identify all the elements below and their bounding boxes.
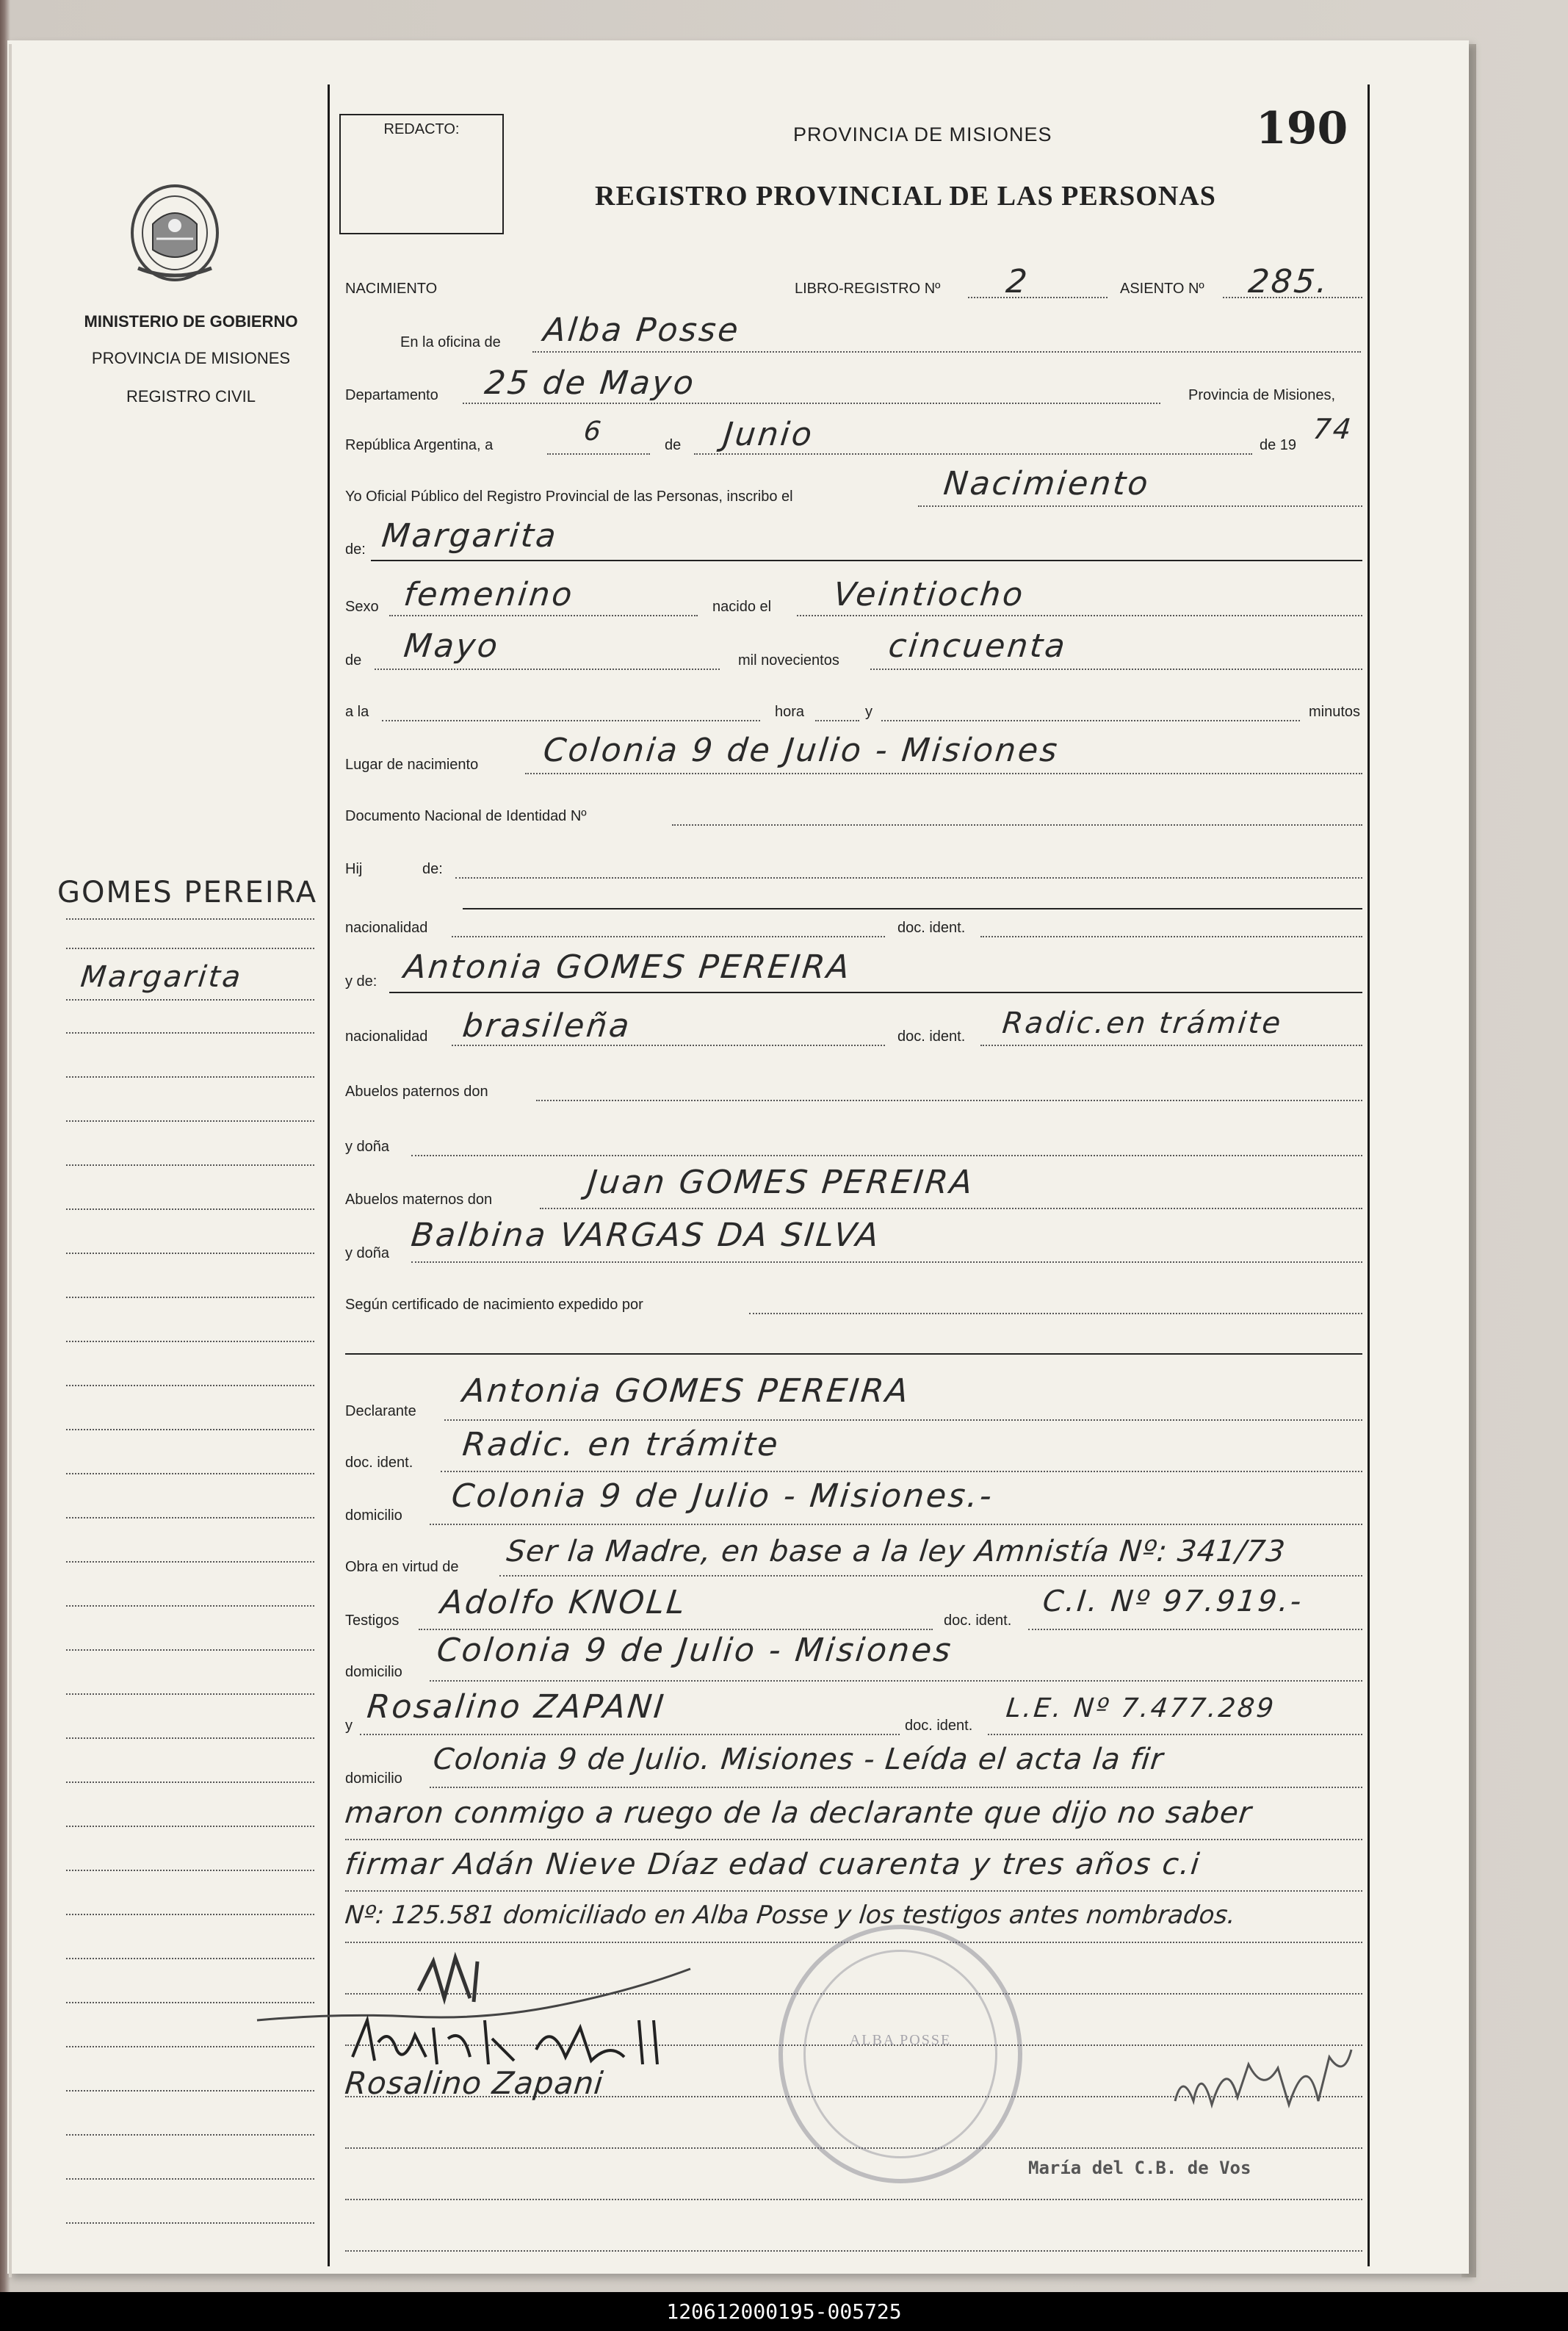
y-de-label: y de: xyxy=(345,973,377,990)
acto-value: Nacimiento xyxy=(942,465,1152,502)
province-label: PROVINCIA DE MISIONES xyxy=(91,349,291,367)
lugar-label: Lugar de nacimiento xyxy=(345,757,479,773)
ab-pat-label: Abuelos paternos don xyxy=(345,1084,488,1100)
hora-label: hora xyxy=(775,704,805,720)
testigo1-doc-value: C.I. Nº 97.919.- xyxy=(1041,1585,1305,1618)
coat-of-arms-icon xyxy=(123,180,226,287)
doc-ident-label-5: doc. ident. xyxy=(905,1718,973,1734)
mil-label: mil novecientos xyxy=(738,652,839,669)
declarante-doc-value: Radic. en trámite xyxy=(460,1426,782,1463)
declarante-dom-value: Colonia 9 de Julio - Misiones.- xyxy=(449,1477,996,1515)
fecha-dia: 6 xyxy=(582,417,605,447)
nacido-label: nacido el xyxy=(712,599,772,615)
right-column-rule xyxy=(1368,84,1370,2266)
cont-line-2: firmar Adán Nieve Díaz edad cuarenta y tres años c.i xyxy=(343,1848,1202,1881)
nacionalidad-label-1: nacionalidad xyxy=(345,920,428,936)
sexo-label: Sexo xyxy=(345,599,379,615)
registry-label: REGISTRO CIVIL xyxy=(126,387,256,406)
testigo2-value: Rosalino ZAPANI xyxy=(365,1688,668,1726)
certificado-label: Según certificado de nacimiento expedido por xyxy=(345,1297,643,1313)
y-dona-label-1: y doña xyxy=(345,1139,390,1155)
left-column-rule xyxy=(328,84,330,2266)
signature-zapani: Rosalino Zapani xyxy=(343,2065,606,2101)
official-stamp-name: María del C.B. de Vos xyxy=(1028,2158,1251,2178)
nacimiento-label: NACIMIENTO xyxy=(345,281,438,297)
declarante-label: Declarante xyxy=(345,1403,416,1419)
doc-ident-label-2: doc. ident. xyxy=(897,1028,966,1045)
signature-official xyxy=(1168,2035,1359,2123)
de-19-label: de 19 xyxy=(1260,437,1297,453)
departamento-label: Departamento xyxy=(345,387,438,403)
registry-seal xyxy=(778,1925,1022,2183)
ab-mat-dona-value: Balbina VARGAS DA SILVA xyxy=(409,1217,883,1254)
registry-title: REGISTRO PROVINCIAL DE LAS PERSONAS xyxy=(595,181,1216,212)
margin-given-name: Margarita xyxy=(79,960,245,994)
a-la-label: a la xyxy=(345,704,369,720)
doc-madre-value: Radic.en trámite xyxy=(1000,1006,1285,1040)
oficina-label: En la oficina de xyxy=(400,334,501,350)
y-dona-label-2: y doña xyxy=(345,1245,390,1261)
nacionalidad-label-2: nacionalidad xyxy=(345,1028,428,1045)
oficina-value: Alba Posse xyxy=(541,311,743,349)
provincia-misiones-label: Provincia de Misiones, xyxy=(1188,387,1336,403)
ab-mat-don-value: Juan GOMES PEREIRA xyxy=(585,1164,977,1201)
y-label: y xyxy=(865,704,872,720)
binding-line xyxy=(9,44,12,2277)
ministry-label: MINISTERIO DE GOBIERNO xyxy=(84,312,298,331)
departamento-value: 25 de Mayo xyxy=(483,364,698,402)
anio-nac-value: cincuenta xyxy=(886,627,1069,665)
cont-line-3: Nº: 125.581 domiciliado en Alba Posse y los testigos antes nombrados. xyxy=(343,1901,1238,1930)
header-province: PROVINCIA DE MISIONES xyxy=(793,123,1052,145)
de-label-3: de xyxy=(345,652,362,669)
hij-label: Hij xyxy=(345,861,363,877)
oficial-text: Yo Oficial Público del Registro Provincial de las Personas, inscribo el xyxy=(345,489,793,505)
domicilio-label-1: domicilio xyxy=(345,1507,402,1524)
testigo1-dom-value: Colonia 9 de Julio - Misiones xyxy=(435,1632,955,1669)
de-label-2: de: xyxy=(345,541,366,558)
madre-value: Antonia GOMES PEREIRA xyxy=(402,948,853,986)
doc-ident-label-3: doc. ident. xyxy=(345,1455,413,1471)
domicilio-label-2: domicilio xyxy=(345,1664,402,1680)
nacido-value: Veintiocho xyxy=(831,576,1027,613)
cont-line-1: maron conmigo a ruego de la declarante que dijo no saber xyxy=(343,1796,1254,1830)
domicilio-label-3: domicilio xyxy=(345,1770,402,1787)
margin-surname: GOMES PEREIRA xyxy=(57,876,318,909)
mes-nac-value: Mayo xyxy=(402,627,502,665)
doc-ident-label-4: doc. ident. xyxy=(944,1613,1012,1629)
asiento-label: ASIENTO Nº xyxy=(1120,281,1204,297)
seal-text: ALBA POSSE xyxy=(849,2032,952,2048)
y-label-2: y xyxy=(345,1718,353,1734)
de-label-4: de: xyxy=(422,861,443,877)
testigo2-doc-value: L.E. Nº 7.477.289 xyxy=(1004,1693,1277,1723)
declarante-value: Antonia GOMES PEREIRA xyxy=(460,1372,912,1410)
obra-value: Ser la Madre, en base a la ley Amnistía Nº: 341/73 xyxy=(505,1535,1287,1568)
document-id-footer: 120612000195-005725 xyxy=(0,2292,1568,2331)
nac-madre-value: brasileña xyxy=(460,1007,634,1045)
ab-mat-label: Abuelos maternos don xyxy=(345,1192,493,1208)
testigo1-value: Adolfo KNOLL xyxy=(438,1584,689,1621)
obra-label: Obra en virtud de xyxy=(345,1559,459,1575)
nombre-value: Margarita xyxy=(380,517,560,555)
document-page xyxy=(7,40,1469,2274)
sexo-value: femenino xyxy=(402,576,577,613)
dni-label: Documento Nacional de Identidad Nº xyxy=(345,808,587,824)
testigos-label: Testigos xyxy=(345,1613,400,1629)
doc-ident-label-1: doc. ident. xyxy=(897,920,966,936)
libro-value: 2 xyxy=(1004,263,1031,300)
lugar-value: Colonia 9 de Julio - Misiones xyxy=(541,732,1061,769)
de-label-1: de xyxy=(665,437,682,453)
page-number: 190 xyxy=(1256,103,1348,154)
asiento-value: 285. xyxy=(1246,263,1332,300)
fecha-mes: Junio xyxy=(721,416,816,453)
redacto-box xyxy=(339,114,504,234)
redacto-label: REDACTO: xyxy=(383,121,460,137)
libro-label: LIBRO-REGISTRO Nº xyxy=(795,281,941,297)
minutos-label: minutos xyxy=(1309,704,1361,720)
republica-label: República Argentina, a xyxy=(345,437,494,453)
testigo2-dom-value: Colonia 9 de Julio. Misiones - Leída el acta la fir xyxy=(431,1743,1166,1776)
fecha-anio: 74 xyxy=(1311,413,1355,445)
